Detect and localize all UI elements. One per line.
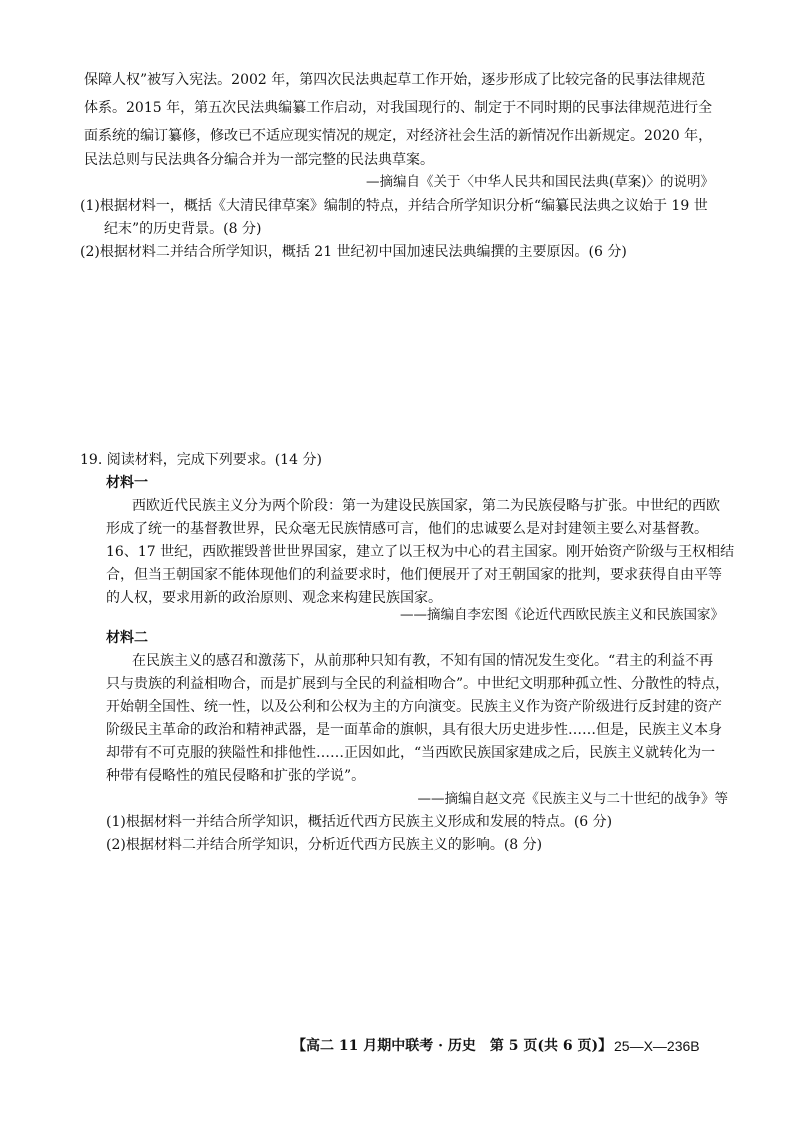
question-19-1: (1)根据材料一并结合所学知识，概括近代西方民族主义形成和发展的特点。(6 分) [106,814,613,830]
material-2-line: 种带有侵略性的殖民侵略和扩张的学说”。 [106,768,366,784]
question-19-heading: 19. 阅读材料，完成下列要求。(14 分) [80,452,322,468]
material-1-line: 16、17 世纪，西欧摧毁普世世界国家，建立了以王权为中心的君主国家。刚开始资产阶级与王权相结 [106,544,735,560]
material-line: 面系统的编订纂修，修改已不适应现实情况的规定，对经济社会生活的新情况作出新规定。2020 年， [84,128,713,144]
material-2-title: 材料二 [106,630,148,646]
material-line: 体系。2015 年，第五次民法典编纂工作启动，对我国现行的、制定于不同时期的民事法律规范进行全 [84,100,713,116]
material-2-line: 却带有不可克服的狭隘性和排他性……正因如此，“当西欧民族国家建成之后，民族主义就转化为一 [106,745,716,761]
question-19-2: (2)根据材料二并结合所学知识，分析近代西方民族主义的影响。(8 分) [106,837,543,853]
question-18-1: (1)根据材料一，概括《大清民律草案》编制的特点，并结合所学知识分析“编纂民法典之议始于 19 世 [80,198,708,214]
material-2-line: 只与贵族的利益相吻合，而是扩展到与全民的利益相吻合”。中世纪文明那种孤立性、分散性的特点， [106,676,730,692]
material-1-title: 材料一 [106,475,148,491]
page-footer-label: 【高二 11 月期中联考 · 历史 第 5 页(共 6 页)】 [292,1038,613,1054]
material-1-line: 的人权，要求用新的政治原则、观念来构建民族国家。 [106,590,442,606]
material-2-line: 开始朝全国性、统一性，以及公利和公权为主的方向演变。民族主义作为资产阶级进行反封建的资产 [106,699,722,715]
question-18-2: (2)根据材料二并结合所学知识，概括 21 世纪初中国加速民法典编撰的主要原因。(6 分) [80,244,627,260]
material-line: 民法总则与民法典各分编合并为一部完整的民法典草案。 [84,152,434,168]
material-line: 保障人权”被写入宪法。2002 年，第四次民法典起草工作开始，逐步形成了比较完备的民事法律规范 [84,72,706,88]
material-2-line: 在民族主义的感召和激荡下，从前那种只知有教，不知有国的情况发生变化。“君主的利益不再 [132,653,714,669]
material-source: —摘编自《关于〈中华人民共和国民法典(草案)〉的说明》 [365,174,714,190]
material-1-line: 合，但当王朝国家不能体现他们的利益要求时，他们便展开了对王朝国家的批判，要求获得自由平等 [106,567,722,583]
page-footer-code: 25—X—236B [614,1038,700,1054]
question-18-1-cont: 纪末”的历史背景。(8 分) [104,221,262,237]
material-2-source: ——摘编自赵文亮《民族主义与二十世纪的战争》等 [417,791,728,807]
material-2-line: 阶级民主革命的政治和精神武器，是一面革命的旗帜，具有很大历史进步性……但是，民族主义本身 [106,722,722,738]
material-1-line: 西欧近代民族主义分为两个阶段：第一为建设民族国家，第二为民族侵略与扩张。中世纪的西欧 [132,498,720,514]
material-1-line: 形成了统一的基督教世界，民众毫无民族情感可言，他们的忠诚要么是对封建领主要么对基督教。 [106,521,708,537]
material-1-source: ——摘编自李宏图《论近代西欧民族主义和民族国家》 [400,607,724,623]
